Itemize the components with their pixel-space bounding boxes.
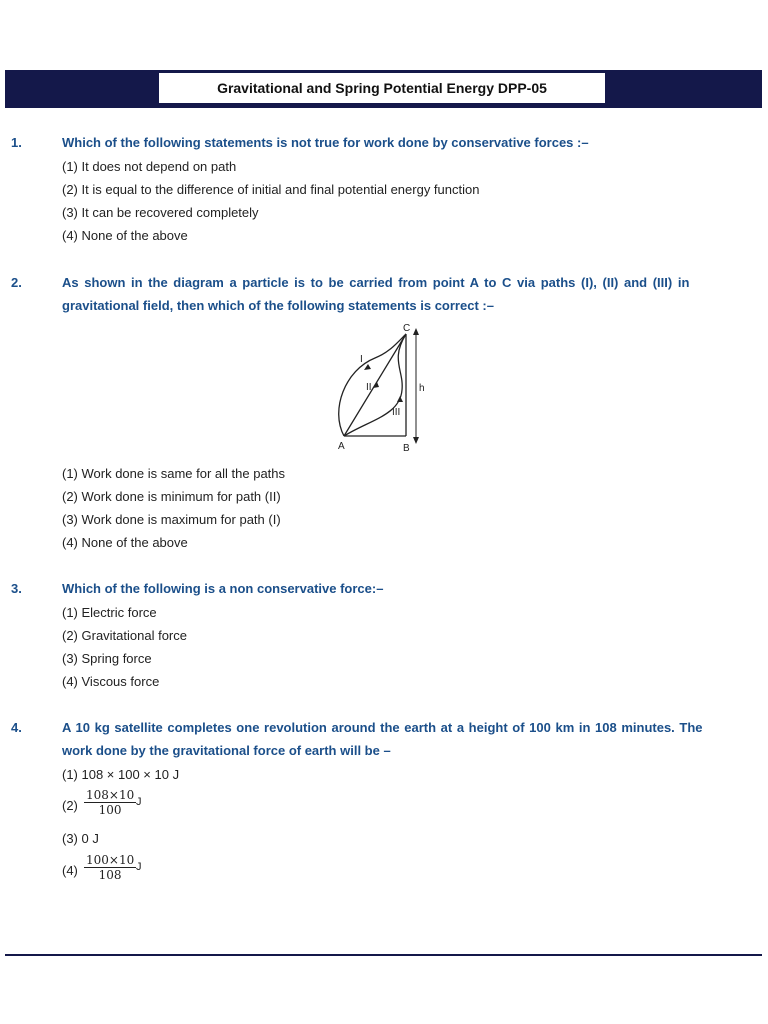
label-path-iii: III — [392, 407, 401, 418]
option-1: (1) Electric force — [62, 605, 157, 620]
option-4: (4) None of the above — [62, 535, 188, 550]
option-4-fraction — [84, 853, 136, 882]
option-1: (1) It does not depend on path — [62, 159, 237, 174]
option-2: (2) Work done is minimum for path (II) — [62, 489, 281, 504]
option-2-fraction — [84, 788, 136, 817]
question-text-line-1: A 10 kg satellite completes one revolution around the earth at a height of 100 km in 108 minutes. The — [62, 720, 703, 735]
option-4-unit: J — [136, 861, 142, 873]
arrow-path-i — [364, 364, 371, 370]
option-1: (1) 108 × 100 × 10 J — [62, 767, 180, 782]
option-2: (2) It is equal to the difference of initial and final potential energy function — [62, 182, 480, 197]
option-3: (3) Spring force — [62, 651, 152, 666]
option-2: (2) Gravitational force — [62, 628, 187, 643]
question-text-line-1: As shown in the diagram a particle is to be carried from point A to C via paths (I), (II) and (III) in — [62, 275, 690, 290]
fraction-numerator: 100×10 — [86, 853, 135, 867]
fraction-denominator: 108 — [98, 868, 122, 882]
footer-divider — [5, 954, 762, 956]
arrow-path-iii — [397, 396, 403, 402]
question-number: 3. — [11, 581, 22, 596]
height-arrow-top — [413, 328, 419, 335]
question-number: 2. — [11, 275, 22, 290]
fraction-denominator: 100 — [98, 803, 122, 817]
question-number: 4. — [11, 720, 22, 735]
option-4: (4) Viscous force — [62, 674, 160, 689]
label-path-ii: II — [366, 382, 372, 393]
label-c: C — [403, 323, 411, 334]
path-diagram — [330, 320, 440, 455]
option-3: (3) It can be recovered completely — [62, 205, 259, 220]
option-3: (3) 0 J — [62, 831, 99, 846]
page-title: Gravitational and Spring Potential Energy DPP-05 — [158, 72, 606, 104]
label-path-i: I — [360, 354, 363, 365]
option-2-unit: J — [136, 796, 142, 808]
question-text: Which of the following is a non conservative force:– — [62, 581, 384, 596]
question-number: 1. — [11, 135, 22, 150]
height-arrow-bottom — [413, 437, 419, 444]
label-a: A — [338, 441, 345, 452]
option-1: (1) Work done is same for all the paths — [62, 466, 286, 481]
option-3: (3) Work done is maximum for path (I) — [62, 512, 281, 527]
option-4-label: (4) — [62, 863, 78, 878]
option-2-label: (2) — [62, 798, 78, 813]
fraction-numerator: 108×10 — [86, 788, 135, 802]
question-text-line-2: gravitational field, then which of the following statements is correct :– — [62, 298, 494, 313]
label-b: B — [403, 443, 410, 454]
question-text-line-2: work done by the gravitational force of earth will be – — [62, 743, 391, 758]
label-h: h — [419, 383, 425, 394]
question-text: Which of the following statements is not true for work done by conservative forces :– — [62, 135, 589, 150]
option-4: (4) None of the above — [62, 228, 188, 243]
